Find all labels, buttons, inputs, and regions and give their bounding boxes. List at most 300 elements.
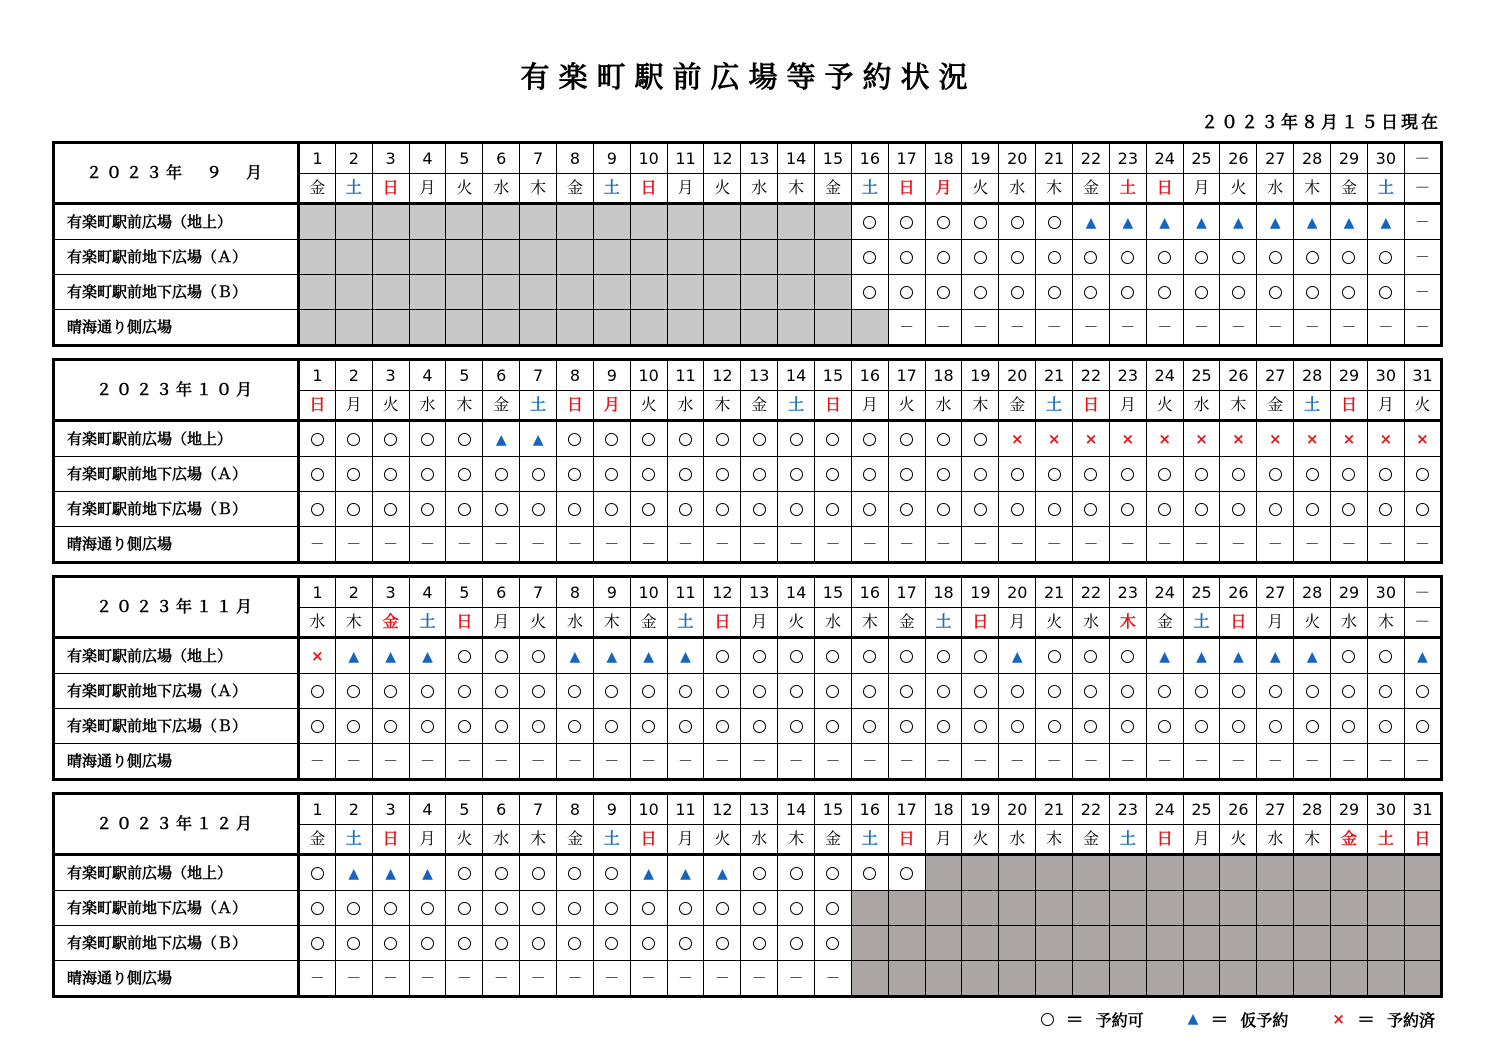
circle-icon xyxy=(753,685,766,698)
circle-icon xyxy=(1306,468,1319,481)
triangle-icon: ▲ xyxy=(1306,648,1318,665)
day-number: 18 xyxy=(925,577,962,608)
circle-icon xyxy=(1379,720,1392,733)
status-cell xyxy=(925,240,962,275)
status-cell xyxy=(409,674,446,709)
day-number: － xyxy=(1404,143,1441,174)
status-cell xyxy=(409,709,446,744)
day-number: 26 xyxy=(1220,143,1257,174)
status-cell xyxy=(1367,527,1404,563)
unavailable-cell xyxy=(520,310,557,346)
dash-icon: － xyxy=(383,752,399,770)
circle-icon xyxy=(1048,216,1061,229)
status-cell xyxy=(1146,310,1183,346)
day-number: 17 xyxy=(888,577,925,608)
day-number: 28 xyxy=(1294,577,1331,608)
status-cell xyxy=(1146,709,1183,744)
legend-item-available xyxy=(1041,1006,1144,1032)
circle-icon xyxy=(568,468,581,481)
circle-icon xyxy=(790,902,803,915)
circle-icon xyxy=(1011,216,1024,229)
dash-icon: － xyxy=(1083,752,1099,770)
dash-icon: － xyxy=(1230,752,1246,770)
weekday: 月 xyxy=(667,174,704,204)
status-cell xyxy=(483,855,520,891)
status-cell xyxy=(778,709,815,744)
unavailable-cell xyxy=(815,240,852,275)
day-number: 2 xyxy=(335,794,372,825)
dash-icon: － xyxy=(1157,535,1173,553)
status-cell xyxy=(1183,240,1220,275)
unavailable-cell xyxy=(1294,961,1331,997)
day-number: 5 xyxy=(446,143,483,174)
cross-icon: × xyxy=(1047,430,1061,448)
dash-icon: － xyxy=(678,969,694,987)
day-number: 20 xyxy=(999,360,1036,391)
circle-icon xyxy=(421,685,434,698)
dash-icon: － xyxy=(309,752,325,770)
circle-icon xyxy=(679,503,692,516)
status-cell xyxy=(1367,457,1404,492)
status-cell xyxy=(520,709,557,744)
circle-icon xyxy=(826,937,839,950)
weekday: 金 xyxy=(741,391,778,421)
unavailable-cell xyxy=(1331,855,1368,891)
circle-icon xyxy=(1195,468,1208,481)
day-number: 16 xyxy=(851,794,888,825)
triangle-icon: ▲ xyxy=(1269,214,1281,231)
circle-icon xyxy=(1306,685,1319,698)
circle-icon xyxy=(753,867,766,880)
circle-icon xyxy=(1084,503,1097,516)
circle-icon xyxy=(495,685,508,698)
weekday: 木 xyxy=(520,825,557,855)
weekday: 火 xyxy=(1220,174,1257,204)
day-number: 1 xyxy=(299,577,336,608)
place-row xyxy=(54,709,1442,744)
status-cell xyxy=(1404,674,1441,709)
status-cell xyxy=(557,926,594,961)
unavailable-cell xyxy=(299,310,336,346)
day-number: － xyxy=(1404,577,1441,608)
dash-icon: － xyxy=(972,752,988,770)
unavailable-cell xyxy=(335,310,372,346)
circle-icon xyxy=(347,468,360,481)
unavailable-cell xyxy=(962,961,999,997)
status-cell xyxy=(446,961,483,997)
weekday: 火 xyxy=(446,174,483,204)
weekday: 日 xyxy=(888,174,925,204)
status-cell xyxy=(335,855,372,891)
day-number: 12 xyxy=(704,360,741,391)
dash-icon: － xyxy=(1009,318,1025,336)
dash-icon: － xyxy=(1046,752,1062,770)
unavailable-cell xyxy=(1367,926,1404,961)
weekday: 土 xyxy=(409,608,446,638)
triangle-icon: ▲ xyxy=(495,431,507,448)
day-number: 21 xyxy=(1036,794,1073,825)
status-cell xyxy=(1183,275,1220,310)
dash-icon: － xyxy=(530,535,546,553)
dash-icon: － xyxy=(899,535,915,553)
status-cell xyxy=(1257,275,1294,310)
status-cell xyxy=(1036,310,1073,346)
day-number: 12 xyxy=(704,794,741,825)
circle-icon xyxy=(384,433,397,446)
status-cell xyxy=(483,421,520,457)
day-number: 30 xyxy=(1367,577,1404,608)
day-number: 28 xyxy=(1294,360,1331,391)
status-cell xyxy=(1331,674,1368,709)
weekday: 土 xyxy=(520,391,557,421)
unavailable-cell xyxy=(667,240,704,275)
status-cell xyxy=(704,674,741,709)
circle-icon xyxy=(1306,503,1319,516)
status-cell xyxy=(557,421,594,457)
status-cell xyxy=(888,527,925,563)
unavailable-cell xyxy=(667,310,704,346)
circle-icon xyxy=(347,685,360,698)
place-row xyxy=(54,891,1442,926)
status-cell xyxy=(299,744,336,780)
weekday: 土 xyxy=(593,174,630,204)
place-name: 有楽町駅前広場（地上） xyxy=(54,204,299,240)
circle-icon xyxy=(863,503,876,516)
day-number: 22 xyxy=(1073,794,1110,825)
status-cell xyxy=(1073,492,1110,527)
day-number: 7 xyxy=(520,360,557,391)
status-cell xyxy=(1109,204,1146,240)
circle-icon xyxy=(1232,503,1245,516)
circle-icon xyxy=(937,468,950,481)
circle-icon xyxy=(863,251,876,264)
circle-icon xyxy=(347,433,360,446)
status-cell xyxy=(741,855,778,891)
triangle-icon: ▲ xyxy=(1011,648,1023,665)
cross-icon: × xyxy=(1268,430,1282,448)
dash-icon: － xyxy=(641,969,657,987)
circle-icon xyxy=(1121,286,1134,299)
status-cell xyxy=(888,492,925,527)
unavailable-cell xyxy=(520,204,557,240)
status-cell xyxy=(446,492,483,527)
status-cell xyxy=(446,457,483,492)
status-cell xyxy=(1404,275,1441,310)
weekday: 土 xyxy=(778,391,815,421)
unavailable-cell xyxy=(483,240,520,275)
dash-icon: － xyxy=(530,969,546,987)
circle-icon xyxy=(716,468,729,481)
status-cell xyxy=(1331,204,1368,240)
status-cell xyxy=(815,492,852,527)
place-name: 有楽町駅前地下広場（Ｂ） xyxy=(54,275,299,310)
circle-icon xyxy=(974,468,987,481)
dash-icon: － xyxy=(1414,752,1430,770)
status-cell xyxy=(1036,709,1073,744)
dash-icon: － xyxy=(1267,318,1283,336)
circle-icon xyxy=(642,720,655,733)
place-row xyxy=(54,457,1442,492)
status-cell xyxy=(593,674,630,709)
weekday: 火 xyxy=(778,608,815,638)
day-number: 8 xyxy=(557,794,594,825)
status-cell xyxy=(704,527,741,563)
weekday: 水 xyxy=(299,608,336,638)
day-number: 9 xyxy=(593,360,630,391)
status-cell xyxy=(1220,310,1257,346)
status-cell xyxy=(667,891,704,926)
status-cell xyxy=(1146,275,1183,310)
weekday: 木 xyxy=(778,174,815,204)
weekday: 火 xyxy=(1146,391,1183,421)
status-cell xyxy=(888,310,925,346)
circle-icon xyxy=(1011,720,1024,733)
place-name: 有楽町駅前広場（地上） xyxy=(54,638,299,674)
circle-icon xyxy=(790,503,803,516)
circle-icon xyxy=(900,685,913,698)
status-cell xyxy=(1146,421,1183,457)
status-cell xyxy=(1220,492,1257,527)
status-cell xyxy=(888,457,925,492)
dash-icon: － xyxy=(825,969,841,987)
unavailable-cell xyxy=(1146,855,1183,891)
dash-icon: － xyxy=(751,535,767,553)
triangle-icon: ▲ xyxy=(532,431,544,448)
unavailable-cell xyxy=(1073,926,1110,961)
status-cell xyxy=(1220,527,1257,563)
status-cell xyxy=(667,421,704,457)
circle-icon xyxy=(1158,503,1171,516)
day-number: 15 xyxy=(815,143,852,174)
triangle-icon: ▲ xyxy=(1380,214,1392,231)
dash-icon: － xyxy=(1414,213,1430,231)
dash-icon: － xyxy=(493,535,509,553)
circle-icon xyxy=(311,433,324,446)
day-number: 23 xyxy=(1109,143,1146,174)
day-number: 25 xyxy=(1183,577,1220,608)
status-cell xyxy=(888,744,925,780)
circle-icon xyxy=(605,720,618,733)
dash-icon: － xyxy=(862,535,878,553)
status-cell xyxy=(962,310,999,346)
circle-icon xyxy=(384,503,397,516)
status-cell xyxy=(1367,492,1404,527)
day-number: 21 xyxy=(1036,143,1073,174)
circle-icon xyxy=(716,902,729,915)
legend-equals: ＝ xyxy=(1356,1010,1375,1031)
status-cell xyxy=(778,457,815,492)
status-cell xyxy=(593,457,630,492)
circle-icon xyxy=(568,433,581,446)
circle-icon xyxy=(384,902,397,915)
circle-icon xyxy=(753,720,766,733)
circle-icon xyxy=(1084,685,1097,698)
unavailable-cell xyxy=(667,204,704,240)
status-cell xyxy=(1036,492,1073,527)
status-cell xyxy=(446,709,483,744)
weekday: － xyxy=(1404,608,1441,638)
unavailable-cell xyxy=(925,961,962,997)
circle-icon xyxy=(1011,685,1024,698)
dash-icon: － xyxy=(383,969,399,987)
unavailable-cell xyxy=(1220,926,1257,961)
legend-label: 予約可 xyxy=(1095,1010,1144,1030)
status-cell xyxy=(999,240,1036,275)
cross-icon: × xyxy=(1232,430,1245,448)
dash-icon: － xyxy=(1267,752,1283,770)
circle-icon xyxy=(863,867,876,880)
status-cell xyxy=(557,855,594,891)
dash-icon: － xyxy=(309,969,325,987)
weekday: 月 xyxy=(335,391,372,421)
unavailable-cell xyxy=(851,310,888,346)
circle-icon xyxy=(1084,468,1097,481)
status-cell xyxy=(1257,674,1294,709)
status-cell xyxy=(593,961,630,997)
dash-icon: － xyxy=(936,318,952,336)
weekday: 水 xyxy=(741,174,778,204)
status-cell xyxy=(483,638,520,674)
unavailable-cell xyxy=(1146,961,1183,997)
place-row xyxy=(54,492,1442,527)
status-cell xyxy=(1183,744,1220,780)
weekday: 金 xyxy=(483,391,520,421)
triangle-icon: ▲ xyxy=(643,648,655,665)
day-number: 4 xyxy=(409,143,446,174)
place-name: 有楽町駅前地下広場（Ｂ） xyxy=(54,926,299,961)
circle-icon xyxy=(1379,650,1392,663)
status-cell xyxy=(888,421,925,457)
triangle-icon: ▲ xyxy=(348,648,360,665)
weekday: 火 xyxy=(962,825,999,855)
status-cell xyxy=(483,891,520,926)
month-table xyxy=(52,792,1443,998)
unavailable-cell xyxy=(1146,891,1183,926)
status-cell xyxy=(1257,744,1294,780)
unavailable-cell xyxy=(704,310,741,346)
place-name: 有楽町駅前広場（地上） xyxy=(54,421,299,457)
status-cell xyxy=(372,527,409,563)
unavailable-cell xyxy=(557,310,594,346)
circle-icon xyxy=(495,902,508,915)
status-cell xyxy=(962,709,999,744)
circle-icon xyxy=(1342,685,1355,698)
place-name: 有楽町駅前地下広場（Ｂ） xyxy=(54,709,299,744)
status-cell xyxy=(1073,240,1110,275)
circle-icon xyxy=(1121,650,1134,663)
day-number: 29 xyxy=(1331,143,1368,174)
status-cell xyxy=(1183,421,1220,457)
status-cell xyxy=(446,674,483,709)
status-cell xyxy=(299,961,336,997)
status-cell xyxy=(372,674,409,709)
weekday: 金 xyxy=(1146,608,1183,638)
circle-icon xyxy=(311,720,324,733)
status-cell xyxy=(667,961,704,997)
day-number: 8 xyxy=(557,143,594,174)
weekday: 火 xyxy=(1036,608,1073,638)
circle-icon xyxy=(753,503,766,516)
unavailable-cell xyxy=(1294,926,1331,961)
status-cell xyxy=(1220,638,1257,674)
weekday: 木 xyxy=(1220,391,1257,421)
status-cell xyxy=(704,638,741,674)
status-cell xyxy=(1036,638,1073,674)
circle-icon xyxy=(900,503,913,516)
place-row xyxy=(54,527,1442,563)
circle-icon xyxy=(1084,251,1097,264)
circle-icon xyxy=(605,937,618,950)
day-number: 10 xyxy=(630,143,667,174)
status-cell xyxy=(483,492,520,527)
status-cell xyxy=(815,638,852,674)
status-cell xyxy=(630,457,667,492)
circle-icon xyxy=(1048,251,1061,264)
dash-icon: － xyxy=(1194,318,1210,336)
day-number: 10 xyxy=(630,794,667,825)
unavailable-cell xyxy=(409,240,446,275)
weekday: 日 xyxy=(962,608,999,638)
circle-icon xyxy=(790,433,803,446)
day-number: 27 xyxy=(1257,360,1294,391)
status-cell xyxy=(1073,421,1110,457)
dash-icon: － xyxy=(1009,752,1025,770)
circle-icon xyxy=(421,720,434,733)
unavailable-cell xyxy=(815,310,852,346)
day-number: 20 xyxy=(999,143,1036,174)
status-cell xyxy=(851,709,888,744)
status-cell xyxy=(593,638,630,674)
place-name: 有楽町駅前地下広場（Ａ） xyxy=(54,457,299,492)
circle-icon xyxy=(1048,468,1061,481)
weekday: 水 xyxy=(925,391,962,421)
triangle-icon: ▲ xyxy=(1085,214,1097,231)
dash-icon: － xyxy=(456,535,472,553)
triangle-icon: ▲ xyxy=(1196,648,1207,665)
legend xyxy=(1011,1006,1435,1032)
status-cell xyxy=(409,961,446,997)
month-block xyxy=(52,792,1443,998)
status-cell xyxy=(372,421,409,457)
dash-icon: － xyxy=(714,969,730,987)
status-cell xyxy=(741,421,778,457)
day-number: 18 xyxy=(925,794,962,825)
status-cell xyxy=(409,457,446,492)
status-cell xyxy=(299,674,336,709)
unavailable-cell xyxy=(1331,926,1368,961)
status-cell xyxy=(1331,275,1368,310)
status-cell xyxy=(1109,240,1146,275)
day-number: 24 xyxy=(1146,143,1183,174)
circle-icon xyxy=(826,720,839,733)
status-cell xyxy=(630,891,667,926)
status-cell xyxy=(593,891,630,926)
triangle-icon: ▲ xyxy=(680,648,691,665)
status-cell xyxy=(778,674,815,709)
circle-icon xyxy=(974,433,987,446)
unavailable-cell xyxy=(557,204,594,240)
unavailable-cell xyxy=(851,891,888,926)
dash-icon: － xyxy=(604,969,620,987)
dash-icon: － xyxy=(383,535,399,553)
circle-icon xyxy=(753,468,766,481)
circle-icon xyxy=(790,937,803,950)
status-cell xyxy=(630,492,667,527)
status-cell xyxy=(704,855,741,891)
circle-icon xyxy=(311,902,324,915)
weekday: 日 xyxy=(299,391,336,421)
circle-icon xyxy=(1342,286,1355,299)
